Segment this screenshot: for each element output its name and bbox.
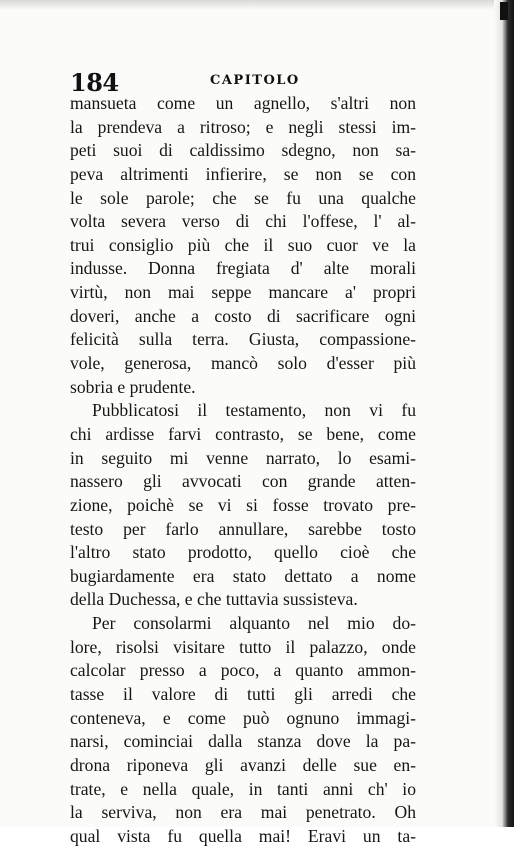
paragraph-last-line: sobria e prudente. — [70, 376, 196, 397]
text-line: drona riponeva gli avanzi delle sue en- — [70, 754, 416, 775]
page-header — [70, 68, 430, 97]
text-line: indusse. Donna fregiata d' alte morali — [70, 258, 416, 279]
text-line: vole, generosa, mancò solo d'esser più — [70, 353, 416, 374]
text-line: doveri, anche a costo di sacrificare ogni — [70, 305, 416, 326]
running-head: CAPITOLO — [210, 73, 300, 88]
paragraph-first-line: Pubblicatosi il testamento, non vi fu — [92, 400, 416, 421]
spine-mark — [500, 2, 508, 20]
text-line: qual vista fu quella mai! Eravi un ta- — [70, 825, 416, 846]
paragraph-last-line: della Duchessa, e che tuttavia sussisteva. — [70, 589, 358, 610]
text-line: bugiardamente era stato dettato a nome — [70, 565, 416, 586]
text-line: nassero gli avvocati con grande atten- — [70, 471, 416, 492]
text-line: testo per farlo annullare, sarebbe tosto — [70, 518, 416, 539]
text-line: felicità sulla terra. Giusta, compassione- — [70, 329, 416, 350]
paragraph-first-line: Per consolarmi alquanto nel mio do- — [92, 613, 416, 634]
text-line: mansueta come un agnello, s'altri non — [70, 93, 416, 113]
page-number: 184 — [70, 68, 119, 97]
text-line: la prendeva a ritroso; e negli stessi im- — [70, 116, 416, 137]
text-line: lore, risolsi visitare tutto il palazzo, onde — [70, 636, 416, 657]
text-line: peti suoi di caldissimo sdegno, non sa- — [70, 140, 416, 161]
book-spine-shadow — [494, 0, 514, 827]
text-line: tasse il valore di tutti gli arredi che — [70, 684, 416, 705]
text-line: virtù, non mai seppe mancare a' propri — [70, 282, 416, 303]
text-line: in seguito mi venne narrato, lo esami- — [70, 447, 416, 468]
body-text — [70, 92, 416, 849]
text-line: calcolar presso a poco, a quanto ammon- — [70, 660, 416, 681]
page-top-edge — [0, 0, 514, 10]
text-line: conteneva, e come può ognuno immagi- — [70, 707, 416, 728]
text-line: l'altro stato prodotto, quello cioè che — [70, 542, 416, 563]
text-line: volta severa verso di chi l'offese, l' al- — [70, 211, 416, 232]
text-line: trate, e nella quale, in tanti anni ch' io — [70, 778, 416, 799]
text-line: zione, poichè se vi si fosse trovato pre- — [70, 494, 416, 515]
text-line: la serviva, non era mai penetrato. Oh — [70, 802, 416, 823]
text-line: trui consiglio più che il suo cuor ve la — [70, 234, 416, 255]
text-line: le sole parole; che se fu una qualche — [70, 187, 416, 208]
text-line: narsi, cominciai dalla stanza dove la pa- — [70, 731, 416, 752]
text-line: chi ardisse farvi contrasto, se bene, come — [70, 423, 416, 444]
text-line: peva altrimenti infierire, se non se con — [70, 163, 416, 184]
